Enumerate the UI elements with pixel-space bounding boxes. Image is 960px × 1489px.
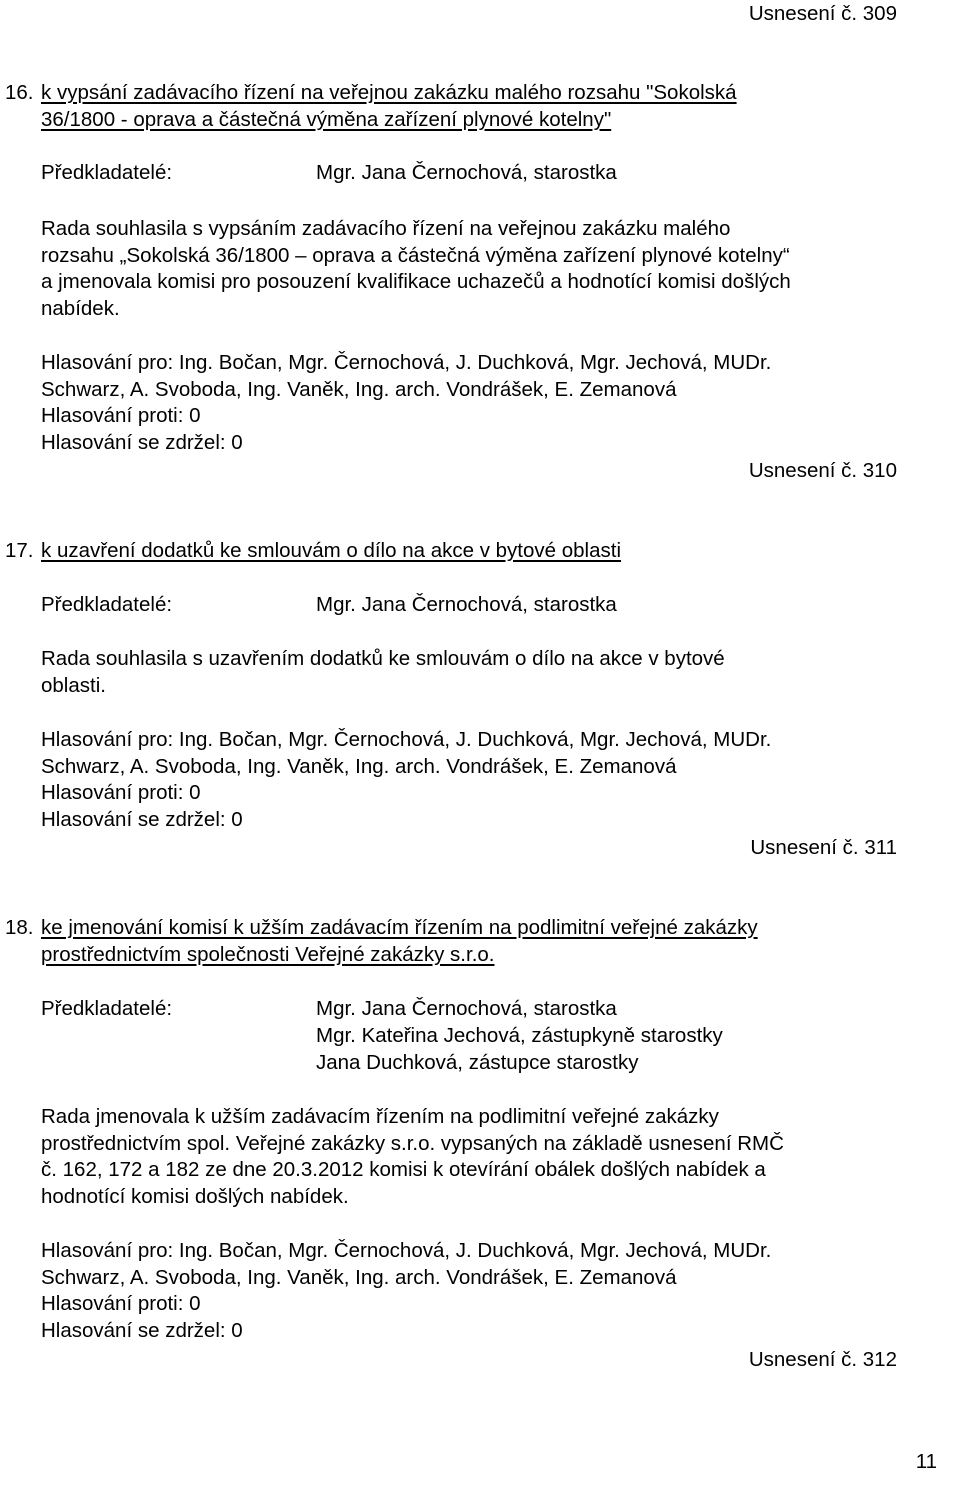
item-18-vote-line: Hlasování proti: 0 xyxy=(41,1292,201,1315)
item-18-vote-line: Hlasování se zdržel: 0 xyxy=(41,1318,243,1342)
item-17-text-line: Rada souhlasila s uzavřením dodatků ke smlouvám o dílo na akce v bytové xyxy=(41,647,725,670)
item-17-vote-line: Hlasování se zdržel: 0 xyxy=(41,807,243,831)
item-16-text-line: Rada souhlasila s vypsáním zadávacího řízení na veřejnou zakázku malého xyxy=(41,217,731,240)
item-16-proposer-1: Mgr. Jana Černochová, starostka xyxy=(316,161,617,184)
item-17-proposer-1: Mgr. Jana Černochová, starostka xyxy=(316,593,617,616)
item-17-vote-line: Hlasování proti: 0 xyxy=(41,781,201,804)
item-16-votes xyxy=(41,350,921,456)
resolution-312: Usnesení č. 312 xyxy=(748,1348,897,1371)
item-17-text xyxy=(41,646,921,699)
item-18-proposer-3: Jana Duchková, zástupce starostky xyxy=(316,1051,639,1074)
item-16-vote-line: Hlasování proti: 0 xyxy=(41,404,201,427)
item-16-number: 16. xyxy=(5,81,34,104)
item-18-votes xyxy=(41,1238,921,1344)
item-18-vote-line: Schwarz, A. Svoboda, Ing. Vaněk, Ing. arch. Vondrášek, E. Zemanová xyxy=(41,1265,677,1289)
item-17-proposers-label: Předkladatelé: xyxy=(41,593,173,616)
item-18-text xyxy=(41,1104,921,1210)
item-18-number: 18. xyxy=(5,916,34,939)
item-16-proposers-label: Předkladatelé: xyxy=(41,161,173,184)
item-18-text-line: Rada jmenovala k užším zadávacím řízením na podlimitní veřejné zakázky xyxy=(41,1105,719,1128)
item-17-title-line-1: k uzavření dodatků ke smlouvám o dílo na akce v bytové oblasti xyxy=(41,539,622,562)
item-16-text-line: rozsahu „Sokolská 36/1800 – oprava a částečná výměna zařízení plynové kotelny“ xyxy=(41,243,790,267)
page-number: 11 xyxy=(915,1450,937,1473)
item-16-text-line: nabídek. xyxy=(41,296,120,320)
item-18-title-line-2: prostřednictvím společnosti Veřejné zakázky s.r.o. xyxy=(41,943,495,966)
item-16-vote-line: Hlasování pro: Ing. Bočan, Mgr. Černochová, J. Duchková, Mgr. Jechová, MUDr. xyxy=(41,351,772,374)
item-18-vote-line: Hlasování pro: Ing. Bočan, Mgr. Černochová, J. Duchková, Mgr. Jechová, MUDr. xyxy=(41,1239,772,1262)
resolution-311: Usnesení č. 311 xyxy=(750,836,897,859)
item-16-title-line-2: 36/1800 - oprava a částečná výměna zařízení plynové kotelny" xyxy=(41,108,612,131)
resolution-309: Usnesení č. 309 xyxy=(748,2,897,25)
item-18-proposer-2: Mgr. Kateřina Jechová, zástupkyně starostky xyxy=(316,1024,723,1047)
item-17-vote-line: Schwarz, A. Svoboda, Ing. Vaněk, Ing. arch. Vondrášek, E. Zemanová xyxy=(41,754,677,778)
item-18-proposer-1: Mgr. Jana Černochová, starostka xyxy=(316,997,617,1020)
item-16-vote-line: Hlasování se zdržel: 0 xyxy=(41,430,243,454)
item-17-number: 17. xyxy=(5,539,34,562)
item-16-vote-line: Schwarz, A. Svoboda, Ing. Vaněk, Ing. arch. Vondrášek, E. Zemanová xyxy=(41,377,677,401)
item-17-votes xyxy=(41,727,921,833)
item-17-text-line: oblasti. xyxy=(41,673,106,697)
resolution-310: Usnesení č. 310 xyxy=(748,459,897,482)
item-18-text-line: hodnotící komisi došlých nabídek. xyxy=(41,1184,349,1208)
item-17-vote-line: Hlasování pro: Ing. Bočan, Mgr. Černochová, J. Duchková, Mgr. Jechová, MUDr. xyxy=(41,728,772,751)
item-18-text-line: prostřednictvím spol. Veřejné zakázky s.r.o. vypsaných na základě usnesení RMČ xyxy=(41,1131,784,1155)
item-16-title-line-1: k vypsání zadávacího řízení na veřejnou zakázku malého rozsahu "Sokolská xyxy=(41,81,737,104)
item-18-proposers-label: Předkladatelé: xyxy=(41,997,173,1020)
item-16-text-line: a jmenovala komisi pro posouzení kvalifikace uchazečů a hodnotící komisi došlých xyxy=(41,270,791,293)
item-18-title-line-1: ke jmenování komisí k užším zadávacím řízením na podlimitní veřejné zakázky xyxy=(41,916,758,939)
item-18-text-line: č. 162, 172 a 182 ze dne 20.3.2012 komisi k otevírání obálek došlých nabídek a xyxy=(41,1158,766,1181)
item-16-text xyxy=(41,216,921,322)
